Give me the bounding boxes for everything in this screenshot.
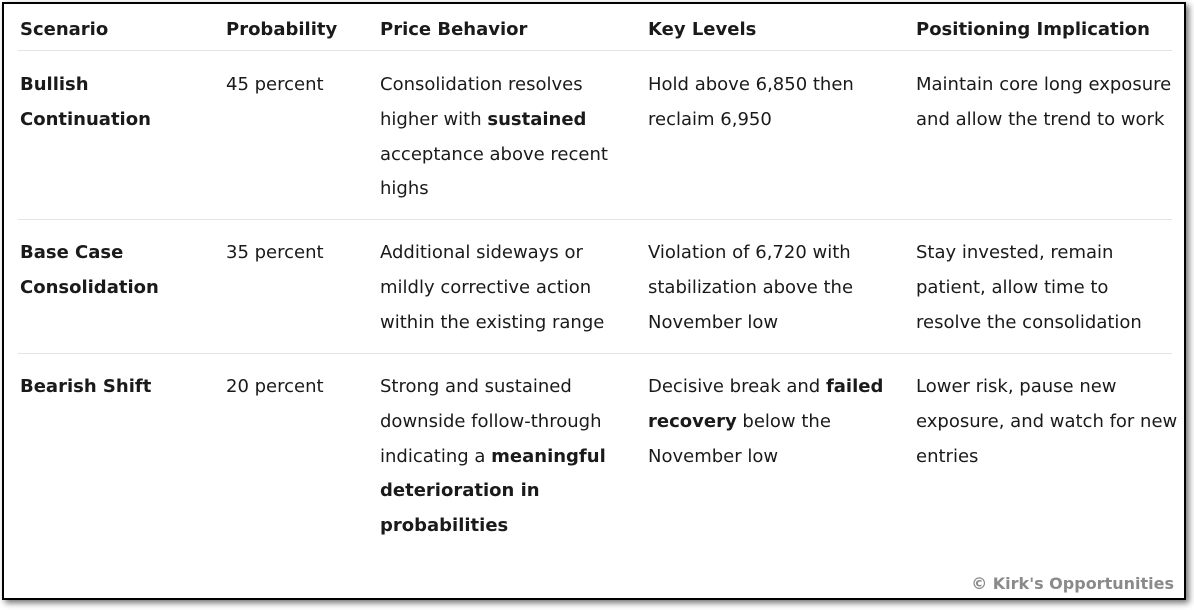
row-3-positioning: Lower risk, pause new exposure, and watch for new entries [916,376,1178,467]
row-3-probability: 20 percent [226,376,324,397]
header-scenario: Scenario [20,19,109,40]
header-positioning: Positioning Implication [916,19,1150,40]
row-2-key-levels: Violation of 6,720 with stabilization above the November low [648,242,854,333]
row-1-probability: 45 percent [226,74,324,95]
row-2-price-behavior: Additional sideways or mildly corrective action within the existing range [380,242,605,333]
row-1-positioning: Maintain core long exposure and allow the trend to work [916,74,1172,130]
row-2-scenario: Base Case Consolidation [20,242,159,298]
table-frame [2,2,1186,600]
header-divider [18,50,1172,51]
header-price-behavior: Price Behavior [380,19,528,40]
row-divider [18,353,1172,354]
row-1-price-behavior: Consolidation resolves higher with sustained acceptance above recent highs [380,74,608,200]
header-probability: Probability [226,19,338,40]
row-2-probability: 35 percent [226,242,324,263]
row-divider [18,219,1172,220]
row-1-scenario: Bullish Continuation [20,74,151,130]
row-3-price-behavior: Strong and sustained downside follow-through indicating a meaningful deterioration in probabilities [380,376,606,537]
row-1-key-levels: Hold above 6,850 then reclaim 6,950 [648,74,854,130]
row-3-key-levels: Decisive break and failed recovery below the November low [648,376,884,467]
row-3-scenario: Bearish Shift [20,376,152,397]
watermark: © Kirk's Opportunities [971,574,1174,593]
row-2-positioning: Stay invested, remain patient, allow time to resolve the consolidation [916,242,1142,333]
header-key-levels: Key Levels [648,19,757,40]
